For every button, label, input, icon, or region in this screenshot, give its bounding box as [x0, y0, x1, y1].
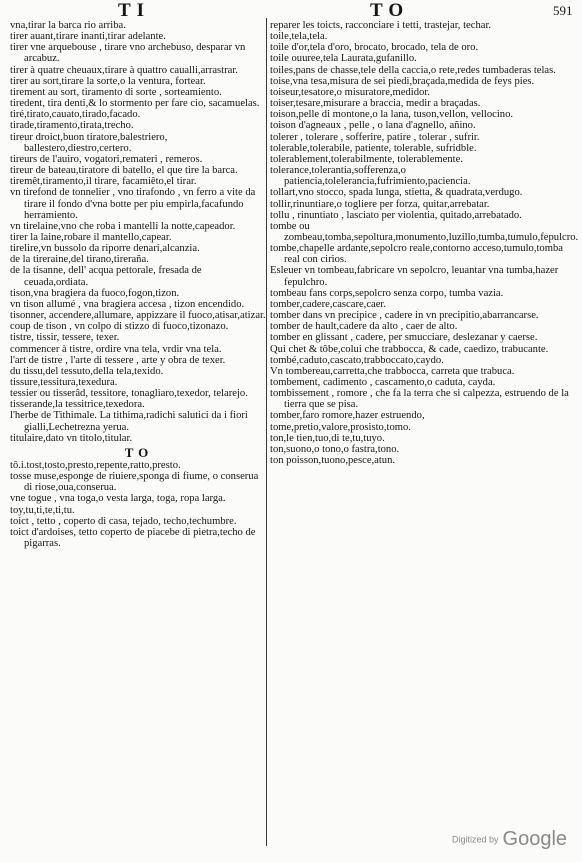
dictionary-entry: tisonner, accendere,allumare, appizzare il fuoco,atisar,atizar. — [10, 310, 266, 322]
dictionary-entry: toison d'agneaux , pelle , o lana d'agnello, añino. — [270, 120, 476, 132]
google-logo: Google — [502, 828, 568, 850]
dictionary-entry: tombissement , romore , che fa la terra che si calpezza, estruendo de la tierra que se pisa. — [270, 388, 569, 411]
dictionary-entry: tô.i.tost,tosto,presto,repente,ratto,presto. — [10, 459, 181, 471]
dictionary-entry: tosse muse,esponge de riuiere,sponga di fiume, o conserua di riose,oua,conserua. — [10, 471, 259, 494]
dictionary-entry: titulaire,dato vn titolo,titular. — [10, 432, 133, 444]
dictionary-entry: toile,tela,tela. — [270, 31, 328, 43]
dictionary-entry: Qui chet & tôbe,colui che trabbocca, & cade, caedizo, trabucante. — [270, 343, 549, 355]
dictionary-entry: Esleuer vn tombeau,fabricare vn sepolcro, leuantar vna tumba,hazer fepulchro. — [270, 265, 559, 288]
dictionary-entry: tirelire,vn bussolo da riporre denari,alcanzia. — [10, 243, 200, 255]
dictionary-entry: l'art de tistre , l'arte di tessere , arte y obra de texer. — [10, 354, 226, 366]
dictionary-entry: tirement au sort, tiramento di sorte , sorteamiento. — [10, 86, 222, 98]
dictionary-entry: tombé,caduto,cascato,trabboccato,caydo. — [270, 354, 444, 366]
dictionary-entry: commencer à tistre, ordire vna tela, vrdir vna tela. — [10, 343, 222, 355]
left-entry-list-to — [10, 460, 268, 549]
dictionary-entry: du tissu,del tessuto,della tela,texido. — [10, 365, 164, 377]
dictionary-entry: tirer auant,tirare inanti,tirar adelante. — [10, 31, 166, 43]
dictionary-entry: tiré,tirato,cauato,tirado,facado. — [10, 109, 141, 121]
dictionary-entry: tison,vna bragiera da fuoco,fogon,tizon. — [10, 287, 180, 299]
dictionary-entry: tireur droict,buon tiratore,balestriero, ballestero,diestro,certero. — [10, 131, 168, 154]
dictionary-entry: tomber,faro romore,hazer estruendo, — [270, 410, 425, 422]
dictionary-entry: tirer au sort,tirare la sorte,o la ventura, fortear. — [10, 75, 206, 87]
dictionary-entry: tombement, cadimento , cascamento,o caduta, cayda. — [270, 377, 496, 388]
page-number: 591 — [553, 3, 573, 18]
dictionary-entry: tollart,vno stocco, spada lunga, stietta, & quadrata,verdugo. — [270, 187, 523, 199]
dictionary-entry: tessier ou tisserâd, tessitore, tonagliaro,texedor, telarejo. — [10, 388, 248, 400]
dictionary-entry: ton,suono,o tono,o fastra,tono. — [270, 443, 400, 455]
dictionary-entry: vne togue , vna toga,o vesta larga, toga, ropa larga. — [10, 493, 226, 505]
dictionary-entry: toiles,pans de chasse,tele della caccia,o rete,redes tumbaderas telas. — [270, 64, 556, 76]
dictionary-entry: tomber en glissant , cadere, per smucciare, deslezanar y caerse. — [270, 332, 538, 344]
dictionary-entry: tirade,tiramento,tirata,trecho. — [10, 120, 134, 132]
right-entry-list — [270, 20, 579, 467]
dictionary-entry: tiredent, tira denti,& lo stormento per fare cio, sacamuelas. — [10, 98, 260, 110]
dictionary-entry: de la tireraine,del tirano,tireraña. — [10, 254, 149, 266]
left-column-heading: TI — [118, 0, 151, 21]
dictionary-entry: toiser,tesare,misurare a braccia, medir a braçadas. — [270, 98, 481, 110]
dictionary-entry: tolerablement,tolerabilmente, tolerablemente. — [270, 153, 463, 165]
right-column-heading: TO — [370, 0, 410, 21]
dictionary-entry: tollir,rinuntiare,o togliere per forza, quitar,arrebatar. — [270, 198, 490, 210]
dictionary-entry: toile ouuree,tela Laurata,gufanillo. — [270, 53, 417, 65]
dictionary-entry: toict , tetto , coperto di casa, tejado, techo,techumbre. — [10, 515, 237, 527]
dictionary-entry: tome,pretio,valore,prosisto,tomo. — [270, 421, 411, 433]
dictionary-entry: tomber dans vn precipice , cadere in vn precipitio,abarrancarse. — [270, 310, 539, 322]
dictionary-entry: tireur de bateau,tiratore di batello, el que tire la barca. — [10, 165, 238, 177]
dictionary-entry: Vn tombereau,carretta,che trabbocca, carreta que trabuca. — [270, 365, 515, 377]
dictionary-entry: ton poisson,tuono,pesce,atun. — [270, 455, 396, 467]
dictionary-entry: de la tisanne, dell' acqua pettorale, fresada de ceuada,ordiata. — [10, 265, 202, 288]
dictionary-entry: tisserande,la tessitrice,texedora. — [10, 399, 145, 411]
dictionary-entry: tirer vne arquebouse , tirare vno archebuso, desparar vn arcabuz. — [10, 42, 246, 65]
dictionary-entry: toy,tu,ti,te,ti,tu. — [10, 504, 75, 516]
right-column — [270, 20, 579, 467]
dictionary-entry: tolerable,tolerabile, patiente, tolerable, sufridble. — [270, 142, 477, 154]
left-column — [10, 20, 268, 549]
dictionary-entry: l'herbe de Tithimale. La tithima,radichi salutici da i fiori gialli,Lechetrezna yerua. — [10, 410, 248, 433]
dictionary-entry: tiremêt,tiramento,il tirare, facamiêto,el tirar. — [10, 176, 197, 188]
dictionary-entry: tombe,chapelle ardante,sepolcro reale,contorno acceso,tumulo,tomba real con cirios. — [270, 243, 563, 266]
dictionary-entry: ton,le tien,tuo,di te,tu,tuyo. — [270, 432, 385, 444]
dictionary-entry: tissure,tessitura,texedura. — [10, 377, 118, 388]
dictionary-entry: toison,pelle di montone,o la lana, tuson,vellon, vellocino. — [270, 109, 514, 121]
dictionary-entry: tombeau fans corps,sepolcro senza corpo, tumba vazia. — [270, 287, 504, 299]
left-entry-list — [10, 20, 268, 444]
dictionary-entry: tirer à quatre cheuaux,tirare à quattro caualli,arrastrar. — [10, 64, 238, 76]
dictionary-entry: toiseur,tesatore,o misuratore,medidor. — [270, 86, 430, 98]
dictionary-entry: toile d'or,tela d'oro, brocato, brocado, tela de oro. — [270, 42, 479, 54]
dictionary-entry: vna,tirar la barca rio arriba. — [10, 20, 126, 31]
dictionary-entry: vn tison allumé , vna bragiera accesa , tizon encendido. — [10, 298, 245, 310]
dictionary-entry: toise,vna tesa,misura de sei piedi,braçada,medida de feys pies. — [270, 75, 535, 87]
dictionary-entry: vn tirefond de tonnelier , vno tirafondo , vn ferro a vite da tirare il fondo d'vna botte per piu empirla,facafundo herramiento. — [10, 187, 256, 221]
dictionary-entry: tombe ou zombeau,tomba,sepoltura,monumento,luzillo,tumba,tumulo,fepulcro. — [270, 220, 579, 243]
dictionary-entry: tireurs de l'auiro, vogatori,remateri , remeros. — [10, 153, 203, 165]
dictionary-entry: tollu , rinuntiato , lasciato per violentia, quitado,arrebatado. — [270, 209, 522, 221]
digitized-watermark — [452, 828, 572, 854]
dictionary-entry: tomber,cadere,cascare,caer. — [270, 298, 387, 310]
dictionary-entry: coup de tison , vn colpo di stizzo di fuoco,tizonazo. — [10, 321, 229, 333]
dictionary-entry: tolerance,tolerantia,sofferenza,o patiencia,tolelerancia,fufrimiento,paciencia. — [270, 165, 471, 188]
dictionary-entry: vn tirelaine,vno che roba i mantelli la notte,capeador. — [10, 220, 236, 232]
dictionary-entry: tolerer , tolerare , sofferire, patire , tolerar , sufrir. — [270, 131, 480, 143]
dictionary-entry: tirer la laine,robare il mantello,capear. — [10, 231, 172, 243]
dictionary-entry: toict d'ardoises, tetto coperto de piacebe di pietra,techo de pigarras. — [10, 526, 256, 550]
watermark-prefix: Digitized by — [452, 834, 499, 845]
dictionary-entry: tomber de hault,cadere da alto , caer de alto. — [270, 321, 458, 333]
dictionary-entry: reparer les toicts, racconciare i tetti, trastejar, techar. — [270, 20, 492, 31]
section-heading-to: TO — [124, 444, 154, 460]
dictionary-entry: tistre, tissir, tessere, texer. — [10, 332, 120, 344]
